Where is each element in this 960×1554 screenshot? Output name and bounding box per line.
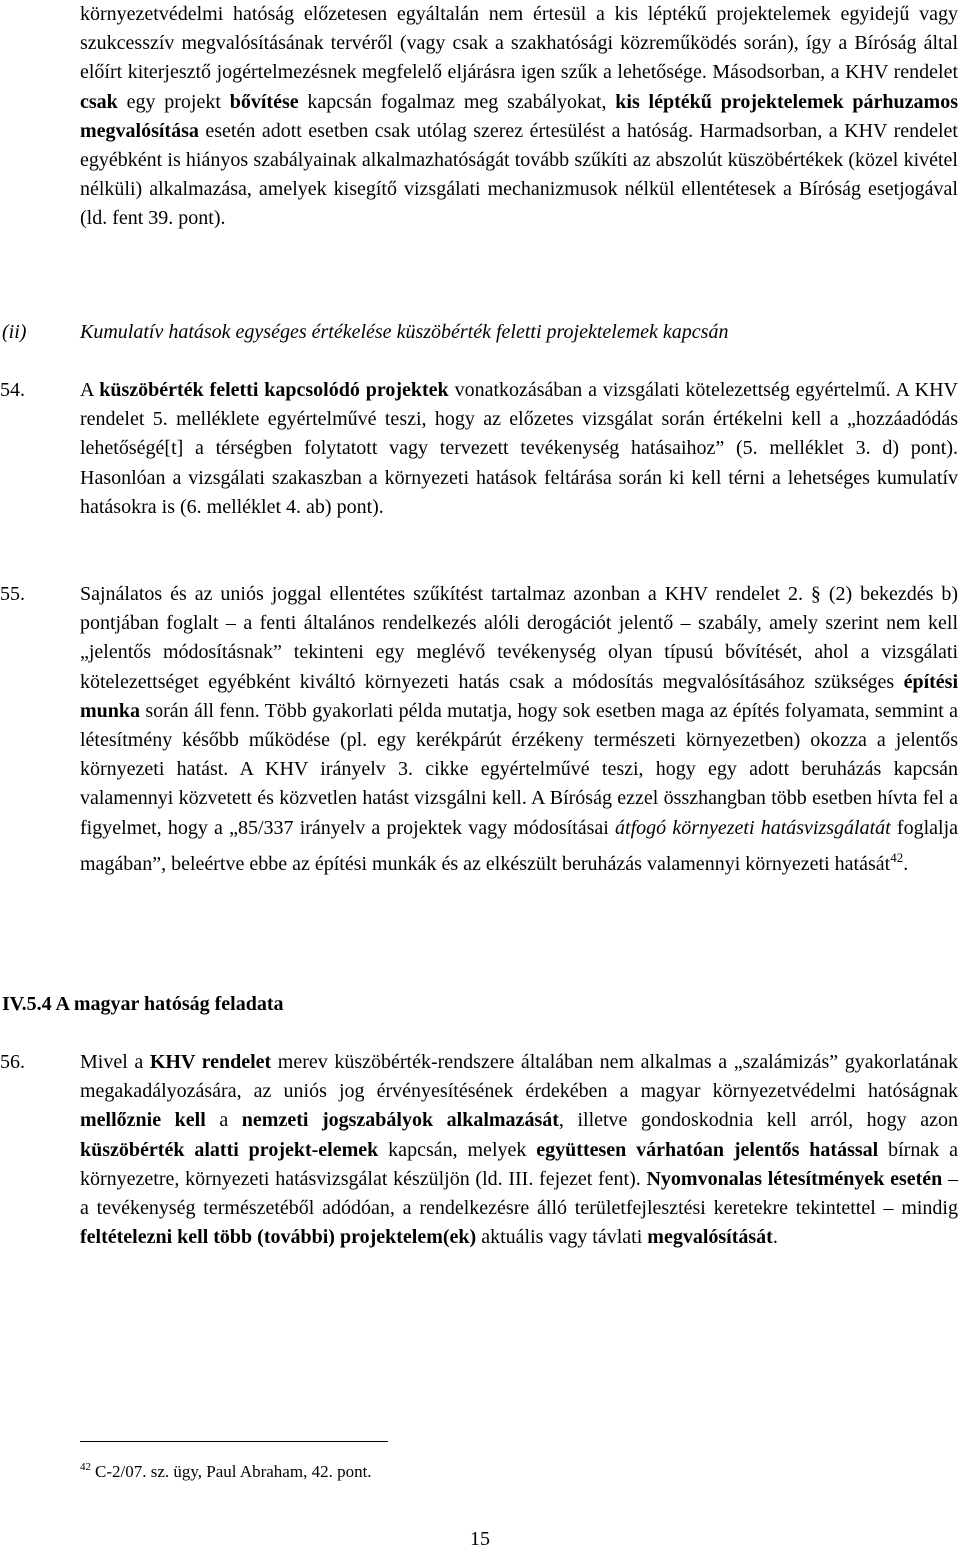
subsection-label: (ii) <box>2 321 27 343</box>
emphasis-bold: küszöbérték feletti kapcsolódó projektek <box>99 379 449 401</box>
emphasis-bold: megvalósítását <box>647 1226 773 1249</box>
text-run: – a tevékenység természetéből adódóan, a rendelkezésre álló területfejlesztési keretekre tekintettel – mindig <box>80 1167 958 1220</box>
text-run: környezetvédelmi hatóság előzetesen egyáltalán nem értesül a kis léptékű projektelemek egyidejű vagy szukcesszív megvalósításának tervéről (vagy csak a szakhatósági közreműködés során), így a Bíróság által előírt kiterjesztő jogértelmezésnek megfelelő eljárásra igen szűk a lehetősége. Másodsorban, a KHV rendelet <box>80 3 958 84</box>
footnote-reference: 42 <box>890 849 904 865</box>
text-run: merev küszöbérték-rendszere általában nem alkalmas a „szalámizás” gyakorlatának megakadályozására, az uniós jog érvényesítésének érdekében a magyar környezetvédelmi hatóságnak <box>80 1051 958 1103</box>
emphasis-bold: küszöbérték alatti projekt-elemek <box>80 1138 379 1161</box>
emphasis-bold: mellőznie kell <box>80 1109 206 1132</box>
text-run: foglalja magában”, beleértve ebbe az építési munkák és az elkészült beruházás valamennyi környezeti hatását <box>80 816 959 875</box>
emphasis-bold: feltételezni kell több (további) projektelem(ek) <box>80 1226 477 1249</box>
emphasis-italic: átfogó környezeti hatásvizsgálatát <box>615 816 891 839</box>
page-number: 15 <box>470 1528 490 1550</box>
subsection-heading <box>0 318 960 348</box>
text-run: . <box>903 852 909 875</box>
text-run: egy projekt <box>117 90 230 113</box>
text-run: esetén adott esetben csak utólag szerez értesülést a hatóság. Harmadsorban, a KHV rendelet egyébként is hiányos szabályainak alkalmazhatóságát tovább szűkíti az abszolút küszöbértékek (közel kivétel nélküli) alkalmazása, amelyek kisegítő vizsgálati mechanizmusok nélkül ellentétesek a Bíróság esetjogával (ld. fent 39. pont). <box>80 119 958 230</box>
paragraph-number: 54. <box>0 379 25 401</box>
text-run: a <box>205 1109 242 1132</box>
footnote-number: 42 <box>80 1461 91 1473</box>
paragraph-text <box>80 1048 958 1252</box>
text-run: Sajnálatos és az uniós joggal ellentétes szűkítést tartalmaz azonban a KHV rendelet 2. § (2) bekezdés b) pontjában foglalt – a fenti általános rendelkezés alóli derogációt jelentő – szabály, amely szerint nem kell „jelentős módosításnak” tekinteni egy meglévő tevékenység olyan típusú bővítését, ahol a vizsgálati kötelezettséget egyébként kiváltó környezeti hatás csak a módosítás megvalósításához szükséges <box>80 583 958 693</box>
emphasis-bold: Nyomvonalas létesítmények esetén <box>646 1167 943 1190</box>
text-run: . <box>772 1226 778 1249</box>
text-run: során áll fenn. Több gyakorlati példa mutatja, hogy sok esetben maga az építés folyamata, semmint a létesítmény később működése (pl. egy kerékpárút érzékeny természeti környezetben) okozza a jelentős környezeti hatást. A KHV irányelv 3. cikke egyértelművé teszi, hogy egy adott beruházás kapcsán valamennyi közvetett és közvetlen hatást vizsgálni kell. A Bíróság ezzel összhangban több esetben hívta fel a figyelmet, hogy a „85/337 irányelv a projektek vagy módosításai <box>80 699 958 839</box>
paragraph-text <box>80 376 958 522</box>
emphasis-bold: építési munka <box>80 670 958 722</box>
footnote-separator <box>80 1441 388 1442</box>
paragraph-text <box>80 580 958 879</box>
emphasis-bold: kis léptékű projektelemek párhuzamos megvalósítása <box>80 90 958 142</box>
text-run: , illetve gondoskodnia kell arról, hogy azon <box>558 1109 958 1132</box>
emphasis-bold: nemzeti jogszabályok alkalmazását <box>241 1109 559 1132</box>
emphasis-bold: csak <box>80 90 118 113</box>
emphasis-bold: bővítése <box>229 90 299 113</box>
emphasis-bold: KHV rendelet <box>149 1051 272 1073</box>
continuation-paragraph <box>80 0 958 234</box>
paragraph-number: 56. <box>0 1051 25 1073</box>
text-run: Mivel a <box>80 1051 150 1073</box>
text-run: aktuális vagy távlati <box>476 1226 648 1249</box>
text-run: kapcsán, melyek <box>378 1138 537 1161</box>
text-run: kapcsán fogalmaz meg szabályokat, <box>298 90 616 113</box>
emphasis-bold: együttesen várhatóan jelentős hatással <box>536 1138 879 1161</box>
text-run: bírnak a környezetre, környezeti hatásvizsgálat készüljön (ld. III. fejezet fent). <box>80 1138 958 1190</box>
footnote <box>80 1456 372 1483</box>
section-heading: IV.5.4 A magyar hatóság feladata <box>2 993 284 1015</box>
footnote-text: C-2/07. sz. ügy, Paul Abraham, 42. pont. <box>95 1462 372 1481</box>
text-run: vonatkozásában a vizsgálati kötelezettség egyértelmű. A KHV rendelet 5. melléklete egyértelművé teszi, hogy az előzetes vizsgálat során értékelni kell a „hozzáadódás lehetőségé[t] a térségben folytatott vagy tervezett tevékenység hatásaihoz” (5. melléklet 3. d) pont). Hasonlóan a vizsgálati szakaszban a környezeti hatások feltárása során ki kell térni a lehetséges kumulatív hatásokra is (6. melléklet 4. ab) pont). <box>80 379 958 518</box>
subsection-title: Kumulatív hatások egységes értékelése küszöbérték feletti projektelemek kapcsán <box>80 321 729 343</box>
paragraph-number: 55. <box>0 583 25 605</box>
text-run: A <box>80 379 100 401</box>
